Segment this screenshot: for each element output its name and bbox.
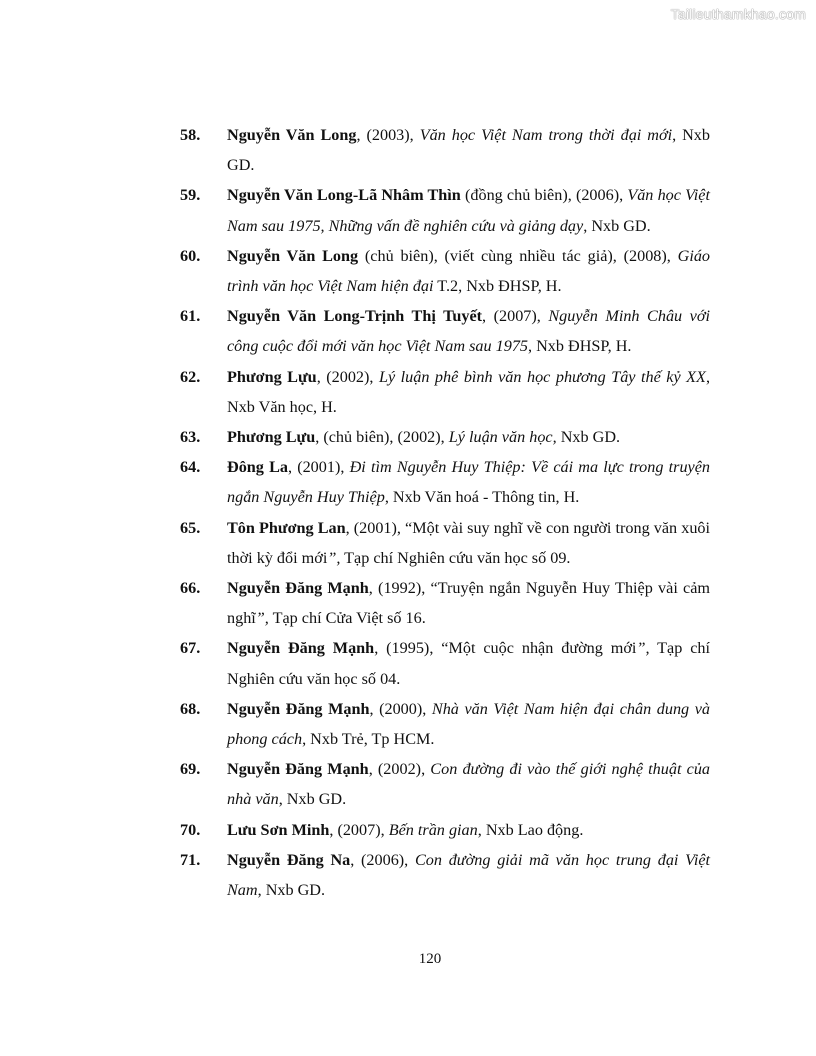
reference-item-68 <box>180 694 710 754</box>
reference-pre: , (2007), <box>482 307 549 326</box>
reference-body <box>227 301 710 361</box>
reference-item-69 <box>180 754 710 814</box>
reference-post: Tạp chí Nghiên cứu văn học số 09. <box>340 548 571 567</box>
reference-title: Con đường giải mã văn học trung đại Việt Nam <box>227 850 711 900</box>
reference-pre: , (2002), <box>368 760 431 779</box>
reference-body <box>227 513 710 573</box>
reference-title: Văn học Việt Nam sau 1975, Những vấn đề nghiên cứu và giảng dạy <box>227 186 710 235</box>
reference-number: 70. <box>180 820 201 839</box>
reference-number: 68. <box>180 699 201 718</box>
reference-title: ”, <box>255 609 269 628</box>
reference-number: 66. <box>180 579 201 598</box>
reference-post: , Nxb Văn hoá - Thông tin, H. <box>384 488 580 507</box>
reference-number: 58. <box>180 126 201 144</box>
watermark-text: Tailieuthamkhao.com <box>670 6 806 22</box>
reference-title: Đi tìm Nguyễn Huy Thiệp: Về cái ma lực trong truyện ngắn Nguyễn Huy Thiệp <box>227 458 710 507</box>
reference-pre: , (2001), <box>287 458 350 477</box>
reference-author: Nguyễn Đăng Mạnh <box>227 760 369 779</box>
reference-pre: , (chủ biên), (2002), <box>315 428 449 447</box>
reference-item-71 <box>180 845 710 905</box>
reference-author: Nguyễn Văn Long <box>227 126 357 144</box>
reference-pre: , (2006), <box>350 850 415 869</box>
reference-body <box>227 694 710 754</box>
reference-author: Nguyễn Đăng Mạnh <box>227 579 369 598</box>
reference-post: T.2, Nxb ĐHSP, H. <box>433 277 562 296</box>
reference-item-70 <box>180 815 710 845</box>
reference-item-63 <box>180 422 710 452</box>
reference-post: , Nxb Trẻ, Tp HCM. <box>302 730 435 749</box>
reference-body <box>227 362 710 422</box>
reference-pre: , (2001), “Một vài suy nghĩ về con người trong văn xuôi thời kỳ đổi mới <box>227 518 711 567</box>
reference-pre: , (2002), <box>316 367 379 386</box>
reference-post: , Nxb Văn học, H. <box>227 367 710 416</box>
reference-title: Lý luận phê bình văn học phương Tây thế kỷ XX <box>378 367 706 386</box>
reference-number: 59. <box>180 186 201 205</box>
reference-author: Nguyễn Văn Long-Lã Nhâm Thìn <box>227 186 461 205</box>
reference-author: Nguyễn Đăng Mạnh <box>227 639 375 658</box>
reference-title: Con đường đi vào thế giới nghệ thuật của nhà văn <box>227 760 711 809</box>
reference-post: , Nxb GD. <box>257 881 326 900</box>
reference-number: 63. <box>180 428 201 447</box>
page-number: 120 <box>418 951 442 967</box>
reference-pre: , (2007), <box>329 820 389 839</box>
reference-post: Tạp chí Cửa Việt số 16. <box>268 609 426 628</box>
reference-author: Lưu Sơn Minh <box>227 820 330 839</box>
reference-pre: , (2000), <box>369 699 432 718</box>
reference-item-58 <box>180 120 710 180</box>
reference-number: 71. <box>180 850 201 869</box>
reference-body <box>227 815 710 845</box>
reference-post: , Nxb GD. <box>583 216 651 235</box>
reference-post: , Nxb GD. <box>227 126 710 175</box>
reference-author: Nguyễn Văn Long <box>227 246 359 265</box>
reference-body <box>227 633 710 693</box>
reference-item-66 <box>180 573 710 633</box>
reference-author: Nguyễn Đăng Mạnh <box>227 699 370 718</box>
reference-number: 60. <box>180 246 201 265</box>
reference-author: Nguyễn Đăng Na <box>227 850 351 869</box>
reference-item-65 <box>180 513 710 573</box>
reference-item-62 <box>180 362 710 422</box>
reference-pre: , (1995), “Một cuộc nhận đường mới <box>374 639 637 658</box>
reference-title: Bến trần gian <box>388 820 478 839</box>
reference-title: Giáo trình văn học Việt Nam hiện đại <box>227 246 710 296</box>
reference-number: 64. <box>180 458 201 477</box>
reference-author: Phương Lựu <box>227 367 317 386</box>
reference-item-59 <box>180 180 710 240</box>
reference-author: Nguyễn Văn Long-Trịnh Thị Tuyết <box>227 307 483 326</box>
reference-author: Đông La <box>227 458 288 477</box>
reference-author: Tôn Phương Lan <box>227 518 346 537</box>
reference-title: Nhà văn Việt Nam hiện đại chân dung và phong cách <box>227 699 710 749</box>
reference-body <box>227 241 710 301</box>
reference-number: 65. <box>180 518 201 537</box>
reference-title: Nguyễn Minh Châu với công cuộc đổi mới văn học Việt Nam sau 1975 <box>227 307 710 356</box>
reference-list <box>180 120 710 905</box>
reference-pre: , (2003), <box>356 126 420 144</box>
reference-title: Lý luận văn học, <box>448 428 557 447</box>
reference-pre: , (1992), “Truyện ngắn Nguyễn Huy Thiệp vài cảm nghĩ <box>227 579 710 628</box>
reference-post: , Nxb GD. <box>278 790 347 809</box>
reference-number: 62. <box>180 367 201 386</box>
reference-item-64 <box>180 452 710 512</box>
reference-item-67 <box>180 633 710 693</box>
reference-item-61 <box>180 301 710 361</box>
reference-body <box>227 845 710 905</box>
reference-number: 69. <box>180 760 201 779</box>
reference-author: Phương Lựu <box>227 428 316 447</box>
reference-number: 61. <box>180 307 201 326</box>
reference-post: , Nxb ĐHSP, H. <box>528 337 632 356</box>
reference-item-60 <box>180 241 710 301</box>
reference-title: ”, <box>636 639 650 658</box>
reference-post: Tạp chí Nghiên cứu văn học số 04. <box>227 639 710 688</box>
reference-body <box>227 754 710 814</box>
reference-body <box>227 452 710 512</box>
reference-body <box>227 422 710 452</box>
reference-body <box>227 180 710 240</box>
reference-post: Nxb GD. <box>556 428 621 447</box>
reference-title: Văn học Việt Nam trong thời đại mới <box>419 126 673 144</box>
reference-body <box>227 573 710 633</box>
reference-number: 67. <box>180 639 201 658</box>
reference-title: ”, <box>327 548 341 567</box>
reference-pre: (đồng chủ biên), (2006), <box>460 186 628 205</box>
reference-body <box>227 120 710 180</box>
reference-post: , Nxb Lao động. <box>477 820 584 839</box>
reference-pre: (chủ biên), (viết cùng nhiều tác giả), (2008), <box>358 246 678 265</box>
